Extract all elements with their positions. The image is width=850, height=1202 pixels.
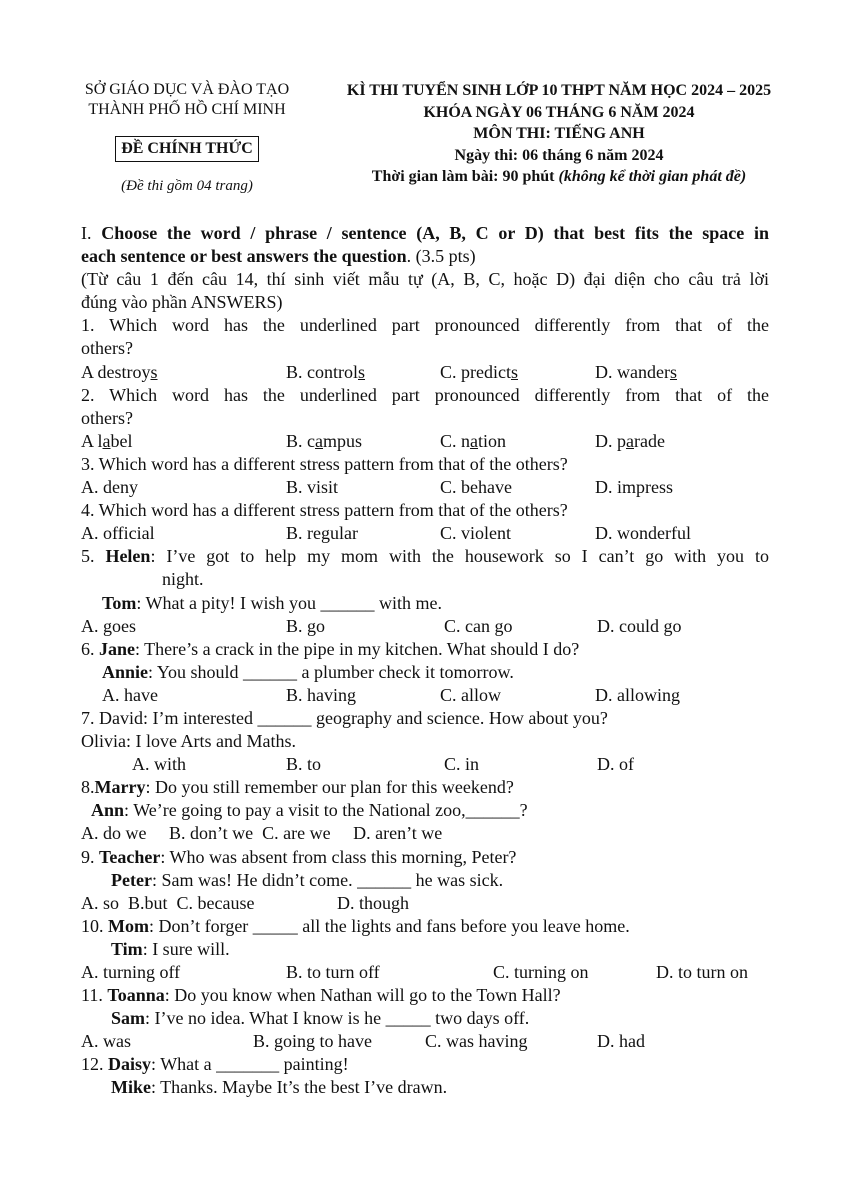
option-b: B. controls <box>286 361 366 382</box>
question-11-line-1: 11. Toanna: Do you know when Nathan will go to the Town Hall? <box>81 985 561 1006</box>
option-d: D. had <box>597 1031 645 1052</box>
exam-session: KHÓA NGÀY 06 THÁNG 6 NĂM 2024 <box>423 103 695 121</box>
option-d: D. to turn on <box>656 962 748 982</box>
official-exam-box: ĐỀ CHÍNH THỨC <box>115 136 259 162</box>
option-a: A label <box>81 430 133 451</box>
option-b: B. campus <box>286 430 363 451</box>
question-2-options <box>81 430 769 453</box>
option-b: B. to turn off <box>286 962 380 982</box>
section-note-vn: (Từ câu 1 đến câu 14, thí sinh viết mẫu tự (A, B, C, hoặc D) đại diện cho câu trả lời <box>81 269 769 290</box>
option-d: D. impress <box>595 477 673 498</box>
question-11-options <box>81 1030 769 1053</box>
option-b: B. go <box>286 615 326 636</box>
option-d: D. of <box>597 754 634 775</box>
question-10-line-1: 10. Mom: Don’t forger _____ all the lights and fans before you leave home. <box>81 915 630 936</box>
option-c: C. turning on <box>493 962 589 982</box>
question-5-line-3: Tom: What a pity! I wish you ______ with me. <box>102 592 442 613</box>
question-12-line-1: 12. Daisy: What a _______ painting! <box>81 1054 349 1075</box>
option-a: A. turning off <box>81 962 181 982</box>
option-a: A. goes <box>81 615 136 636</box>
question-6-options <box>81 684 769 707</box>
option-a-b-c: A. so B.but C. because <box>81 892 255 913</box>
option-a: A destroys <box>81 361 158 382</box>
option-c: C. predicts <box>440 361 518 382</box>
option-a: A. deny <box>81 477 138 498</box>
question-9-line-2: Peter: Sam was! He didn’t come. ______ he was sick. <box>111 869 504 890</box>
option-d: D. though <box>337 892 409 913</box>
question-5-line-2: night. <box>162 569 204 590</box>
section-instruction: I. Choose the word / phrase / sentence (A, B, C or D) that best fits the space in <box>81 223 769 243</box>
option-c: C. can go <box>444 615 513 636</box>
option-b: B. regular <box>286 523 358 544</box>
question-3-stem: 3. Which word has a different stress pattern from that of the others? <box>81 453 568 474</box>
question-9-options <box>81 892 769 915</box>
option-d: D. wanders <box>595 361 677 382</box>
header-left <box>58 80 316 196</box>
option-d: D. allowing <box>595 684 680 705</box>
question-4-stem: 4. Which word has a different stress pattern from that of the others? <box>81 500 568 521</box>
question-5-line-1: 5. Helen: I’ve got to help my mom with the housework so I can’t go with you to <box>81 546 769 567</box>
option-d: D. parade <box>595 430 665 451</box>
question-10-line-2: Tim: I sure will. <box>111 938 230 959</box>
option-c: C. nation <box>440 430 507 451</box>
question-7-line-1: 7. David: I’m interested ______ geography and science. How about you? <box>81 707 608 728</box>
question-12-line-2: Mike: Thanks. Maybe It’s the best I’ve drawn. <box>111 1077 448 1098</box>
option-c: C. was having <box>425 1031 528 1052</box>
option-c: C. violent <box>440 523 511 544</box>
section-note-vn-cont: đúng vào phần ANSWERS) <box>81 292 283 313</box>
question-8-line-2: Ann: We’re going to pay a visit to the National zoo,______? <box>91 800 528 821</box>
exam-content <box>81 222 769 1100</box>
option-b: B. going to have <box>253 1031 372 1052</box>
option-b: B. to <box>286 754 322 775</box>
question-1-options <box>81 361 769 384</box>
option-a: A. with <box>132 754 186 775</box>
question-9-line-1: 9. Teacher: Who was absent from class this morning, Peter? <box>81 846 517 867</box>
option-b: B. visit <box>286 477 339 498</box>
question-2-stem: 2. Which word has the underlined part pronounced differently from that of the <box>81 384 769 405</box>
question-8-options: A. do we B. don’t we C. are we D. aren’t we <box>81 823 443 844</box>
option-a: A. was <box>81 1031 131 1052</box>
question-8-line-1: 8.Marry: Do you still remember our plan for this weekend? <box>81 777 514 798</box>
exam-title: KÌ THI TUYỂN SINH LỚP 10 THPT NĂM HỌC 2024 – 2025 <box>346 82 772 99</box>
question-7-line-2: Olivia: I love Arts and Maths. <box>81 731 296 752</box>
question-7-options <box>81 753 769 776</box>
option-d: D. could go <box>597 615 682 636</box>
page-count-note: (Đề thi gồm 04 trang) <box>121 178 253 194</box>
question-1-stem-cont: others? <box>81 338 133 359</box>
question-6-line-1: 6. Jane: There’s a crack in the pipe in my kitchen. What should I do? <box>81 638 580 659</box>
exam-duration: Thời gian làm bài: 90 phút (không kể thời gian phát đề) <box>371 168 747 185</box>
question-11-line-2: Sam: I’ve no idea. What I know is he _____ two days off. <box>111 1008 530 1029</box>
header-right <box>330 80 788 188</box>
option-b: B. having <box>286 684 356 705</box>
option-c: C. in <box>444 754 480 775</box>
question-1-stem: 1. Which word has the underlined part pronounced differently from that of the <box>81 315 769 336</box>
city-name: THÀNH PHỐ HỒ CHÍ MINH <box>88 101 286 118</box>
option-c: C. behave <box>440 477 512 498</box>
exam-subject: MÔN THI: TIẾNG ANH <box>473 125 645 142</box>
section-instruction-cont: each sentence or best answers the question. (3.5 pts) <box>81 246 476 267</box>
option-c: C. allow <box>440 684 501 705</box>
question-5-options <box>81 615 769 638</box>
question-2-stem-cont: others? <box>81 407 133 428</box>
option-a: A. official <box>81 523 155 544</box>
option-d: D. wonderful <box>595 523 691 544</box>
question-3-options <box>81 476 769 499</box>
option-a: A. have <box>102 684 158 705</box>
question-6-line-2: Annie: You should ______ a plumber check it tomorrow. <box>102 661 514 682</box>
department-name: SỞ GIÁO DỤC VÀ ĐÀO TẠO <box>84 81 290 98</box>
question-10-options <box>81 961 769 984</box>
question-4-options <box>81 522 769 545</box>
exam-date: Ngày thi: 06 tháng 6 năm 2024 <box>454 146 664 164</box>
